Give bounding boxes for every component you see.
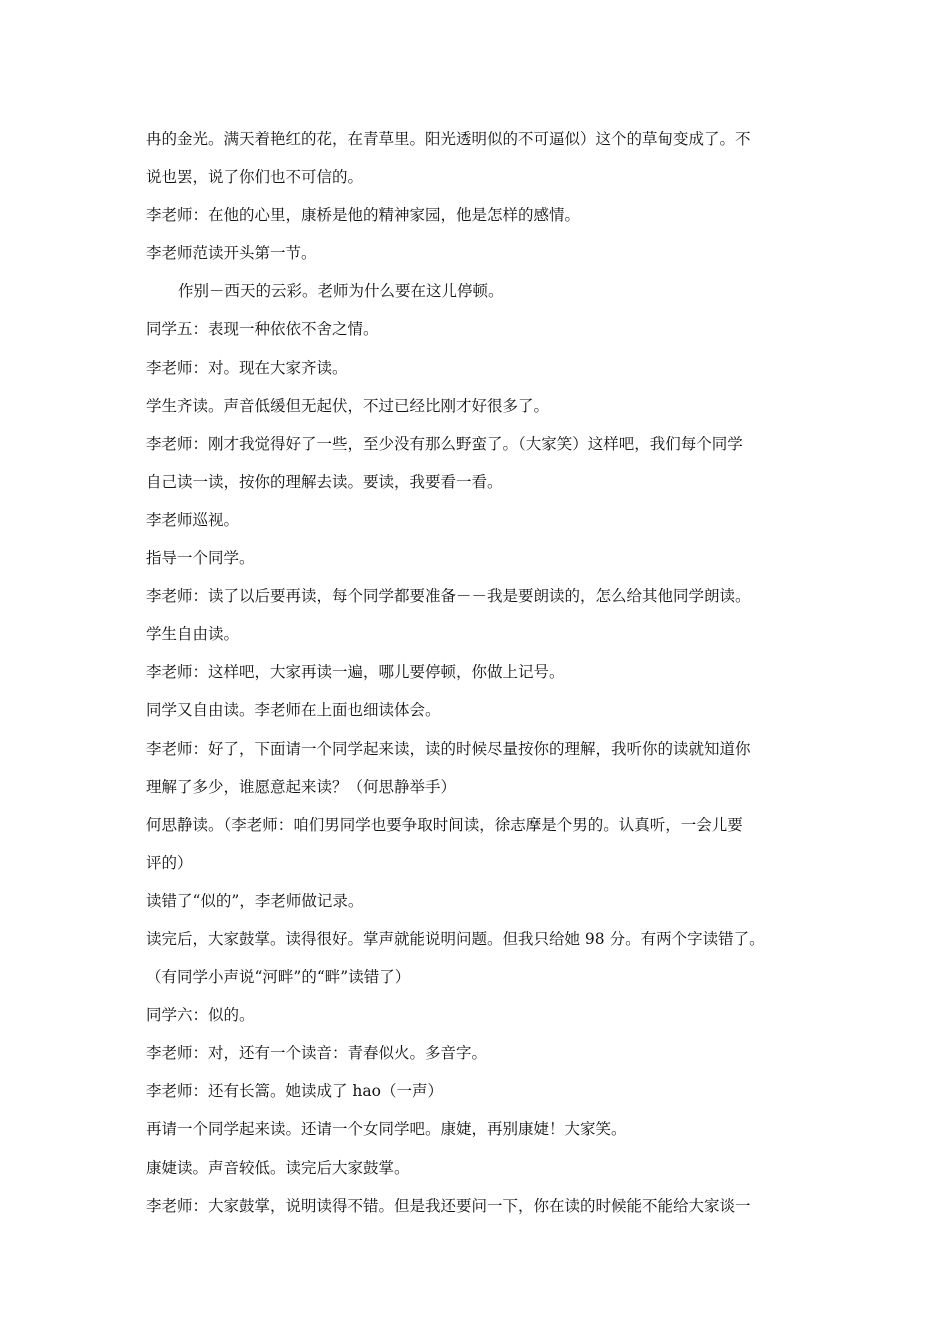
text-line: 读错了“似的”，李老师做记录。 bbox=[146, 891, 364, 910]
text-line: 李老师：对，还有一个读音：青春似火。多音字。 bbox=[146, 1044, 488, 1063]
text-line: 康婕读。声音较低。读完后大家鼓掌。 bbox=[146, 1158, 410, 1177]
text-line: 李老师：刚才我觉得好了一些，至少没有那么野蛮了。（大家笑）这样吧，我们每个同学 bbox=[146, 434, 743, 453]
text-line: 李老师：好了，下面请一个同学起来读，读的时候尽量按你的理解，我听你的读就知道你 bbox=[146, 739, 751, 758]
text-line: 同学又自由读。李老师在上面也细读体会。 bbox=[146, 701, 441, 720]
text-line: 读完后，大家鼓掌。读得很好。掌声就能说明问题。但我只给她 98 分。有两个字读错了。 bbox=[146, 929, 765, 948]
text-line: 李老师：对。现在大家齐读。 bbox=[146, 358, 348, 377]
text-line: 理解了多少，谁愿意起来读？（何思静举手） bbox=[146, 777, 457, 796]
document-page bbox=[146, 120, 816, 1225]
text-line: 指导一个同学。 bbox=[146, 549, 255, 568]
text-line: 李老师巡视。 bbox=[146, 510, 240, 529]
text-line: 何思静读。（李老师：咱们男同学也要争取时间读，徐志摩是个男的。认真听，一会儿要 bbox=[146, 815, 743, 834]
text-line: 李老师：在他的心里，康桥是他的精神家园，他是怎样的感情。 bbox=[146, 206, 581, 225]
text-line: 李老师范读开头第一节。 bbox=[146, 244, 317, 263]
text-line: 学生齐读。声音低缓但无起伏，不过已经比刚才好很多了。 bbox=[146, 396, 550, 415]
text-line: 同学六：似的。 bbox=[146, 1006, 255, 1025]
text-line: 冉的金光。满天着艳红的花，在青草里。阳光透明似的不可逼似）这个的草甸变成了。不 bbox=[146, 130, 751, 148]
text-line: 李老师：读了以后要再读，每个同学都要准备－－我是要朗读的，怎么给其他同学朗读。 bbox=[146, 587, 751, 606]
text-line: 李老师：大家鼓掌，说明读得不错。但是我还要问一下，你在读的时候能不能给大家谈一 bbox=[146, 1196, 751, 1215]
text-line: 李老师：还有长篙。她读成了 hao（一声） bbox=[146, 1082, 443, 1101]
text-line: 自己读一读，按你的理解去读。要读，我要看一看。 bbox=[146, 472, 503, 491]
text-line: 再请一个同学起来读。还请一个女同学吧。康婕，再别康婕！大家笑。 bbox=[146, 1120, 627, 1139]
text-line: （有同学小声说“河畔”的“畔”读错了） bbox=[146, 968, 411, 987]
text-line: 李老师：这样吧，大家再读一遍，哪儿要停顿，你做上记号。 bbox=[146, 663, 565, 682]
text-line: 评的） bbox=[146, 853, 193, 872]
text-line: 学生自由读。 bbox=[146, 625, 240, 644]
text-line: 说也罢，说了你们也不可信的。 bbox=[146, 168, 364, 187]
text-line: 同学五：表现一种依依不舍之情。 bbox=[146, 320, 379, 339]
text-line: 作别－西天的云彩。老师为什么要在这儿停顿。 bbox=[178, 282, 504, 301]
